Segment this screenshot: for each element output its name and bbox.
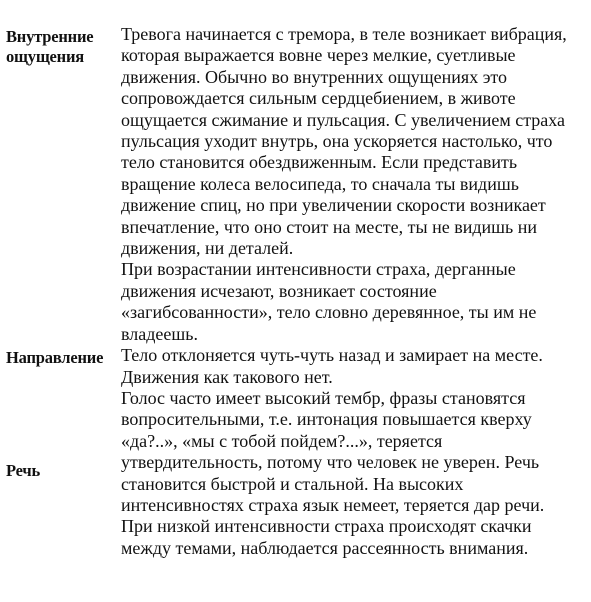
term-line: ощущения [6, 47, 85, 66]
description-direction [121, 345, 576, 388]
term-internal-sensations [6, 27, 118, 67]
term-speech [6, 461, 118, 481]
paragraph: Голос часто имеет высокий тембр, фразы становятся вопросительными, т.е. интонация повышается кверху «да?..», «мы с тобой пойдем?...», теряется утвердительность, потому что человек не уверен. Речь становится быстрой и стальной. На высоких интенсивностях страха язык немеет, теряется дар речи. При низкой интенсивности страха происходят скачки между темами, наблюдается рассеянность внимания. [121, 387, 545, 558]
row-speech [6, 388, 581, 559]
row-direction [6, 345, 581, 388]
term-line: Речь [6, 460, 41, 480]
paragraph: Тело отклоняется чуть-чуть назад и замирает на месте. Движения как такового нет. [121, 345, 543, 387]
term-line: Внутренние [6, 27, 94, 46]
term-direction [6, 348, 118, 368]
description-speech [121, 388, 576, 559]
paragraph: Тревога начинается с тремора, в теле возникает вибрация, которая выражается вовне через мелкие, суетливые движения. Обычно во внутренних ощущениях это сопровождается сильным сердцебиением, в животе ощущается сжимание и пульсация. С увеличением страха пульсация уходит внутрь, она ускоряется настолько, что тело становится обездвиженным. Если представить вращение колеса велосипеда, то сначала ты видишь движение спиц, но при увеличении скорости возникает впечатление, что оно стоит на месте, ты не видишь ни движения, ни деталей. [121, 24, 567, 259]
description-internal-sensations [121, 24, 576, 345]
definition-table [6, 24, 581, 559]
paragraph: При возрастании интенсивности страха, дерганные движения исчезают, возникает состояние «загибсованности», тело словно деревянное, ты им не владеешь. [121, 259, 537, 344]
term-line: Направление [6, 348, 104, 368]
row-internal-sensations [6, 24, 581, 345]
